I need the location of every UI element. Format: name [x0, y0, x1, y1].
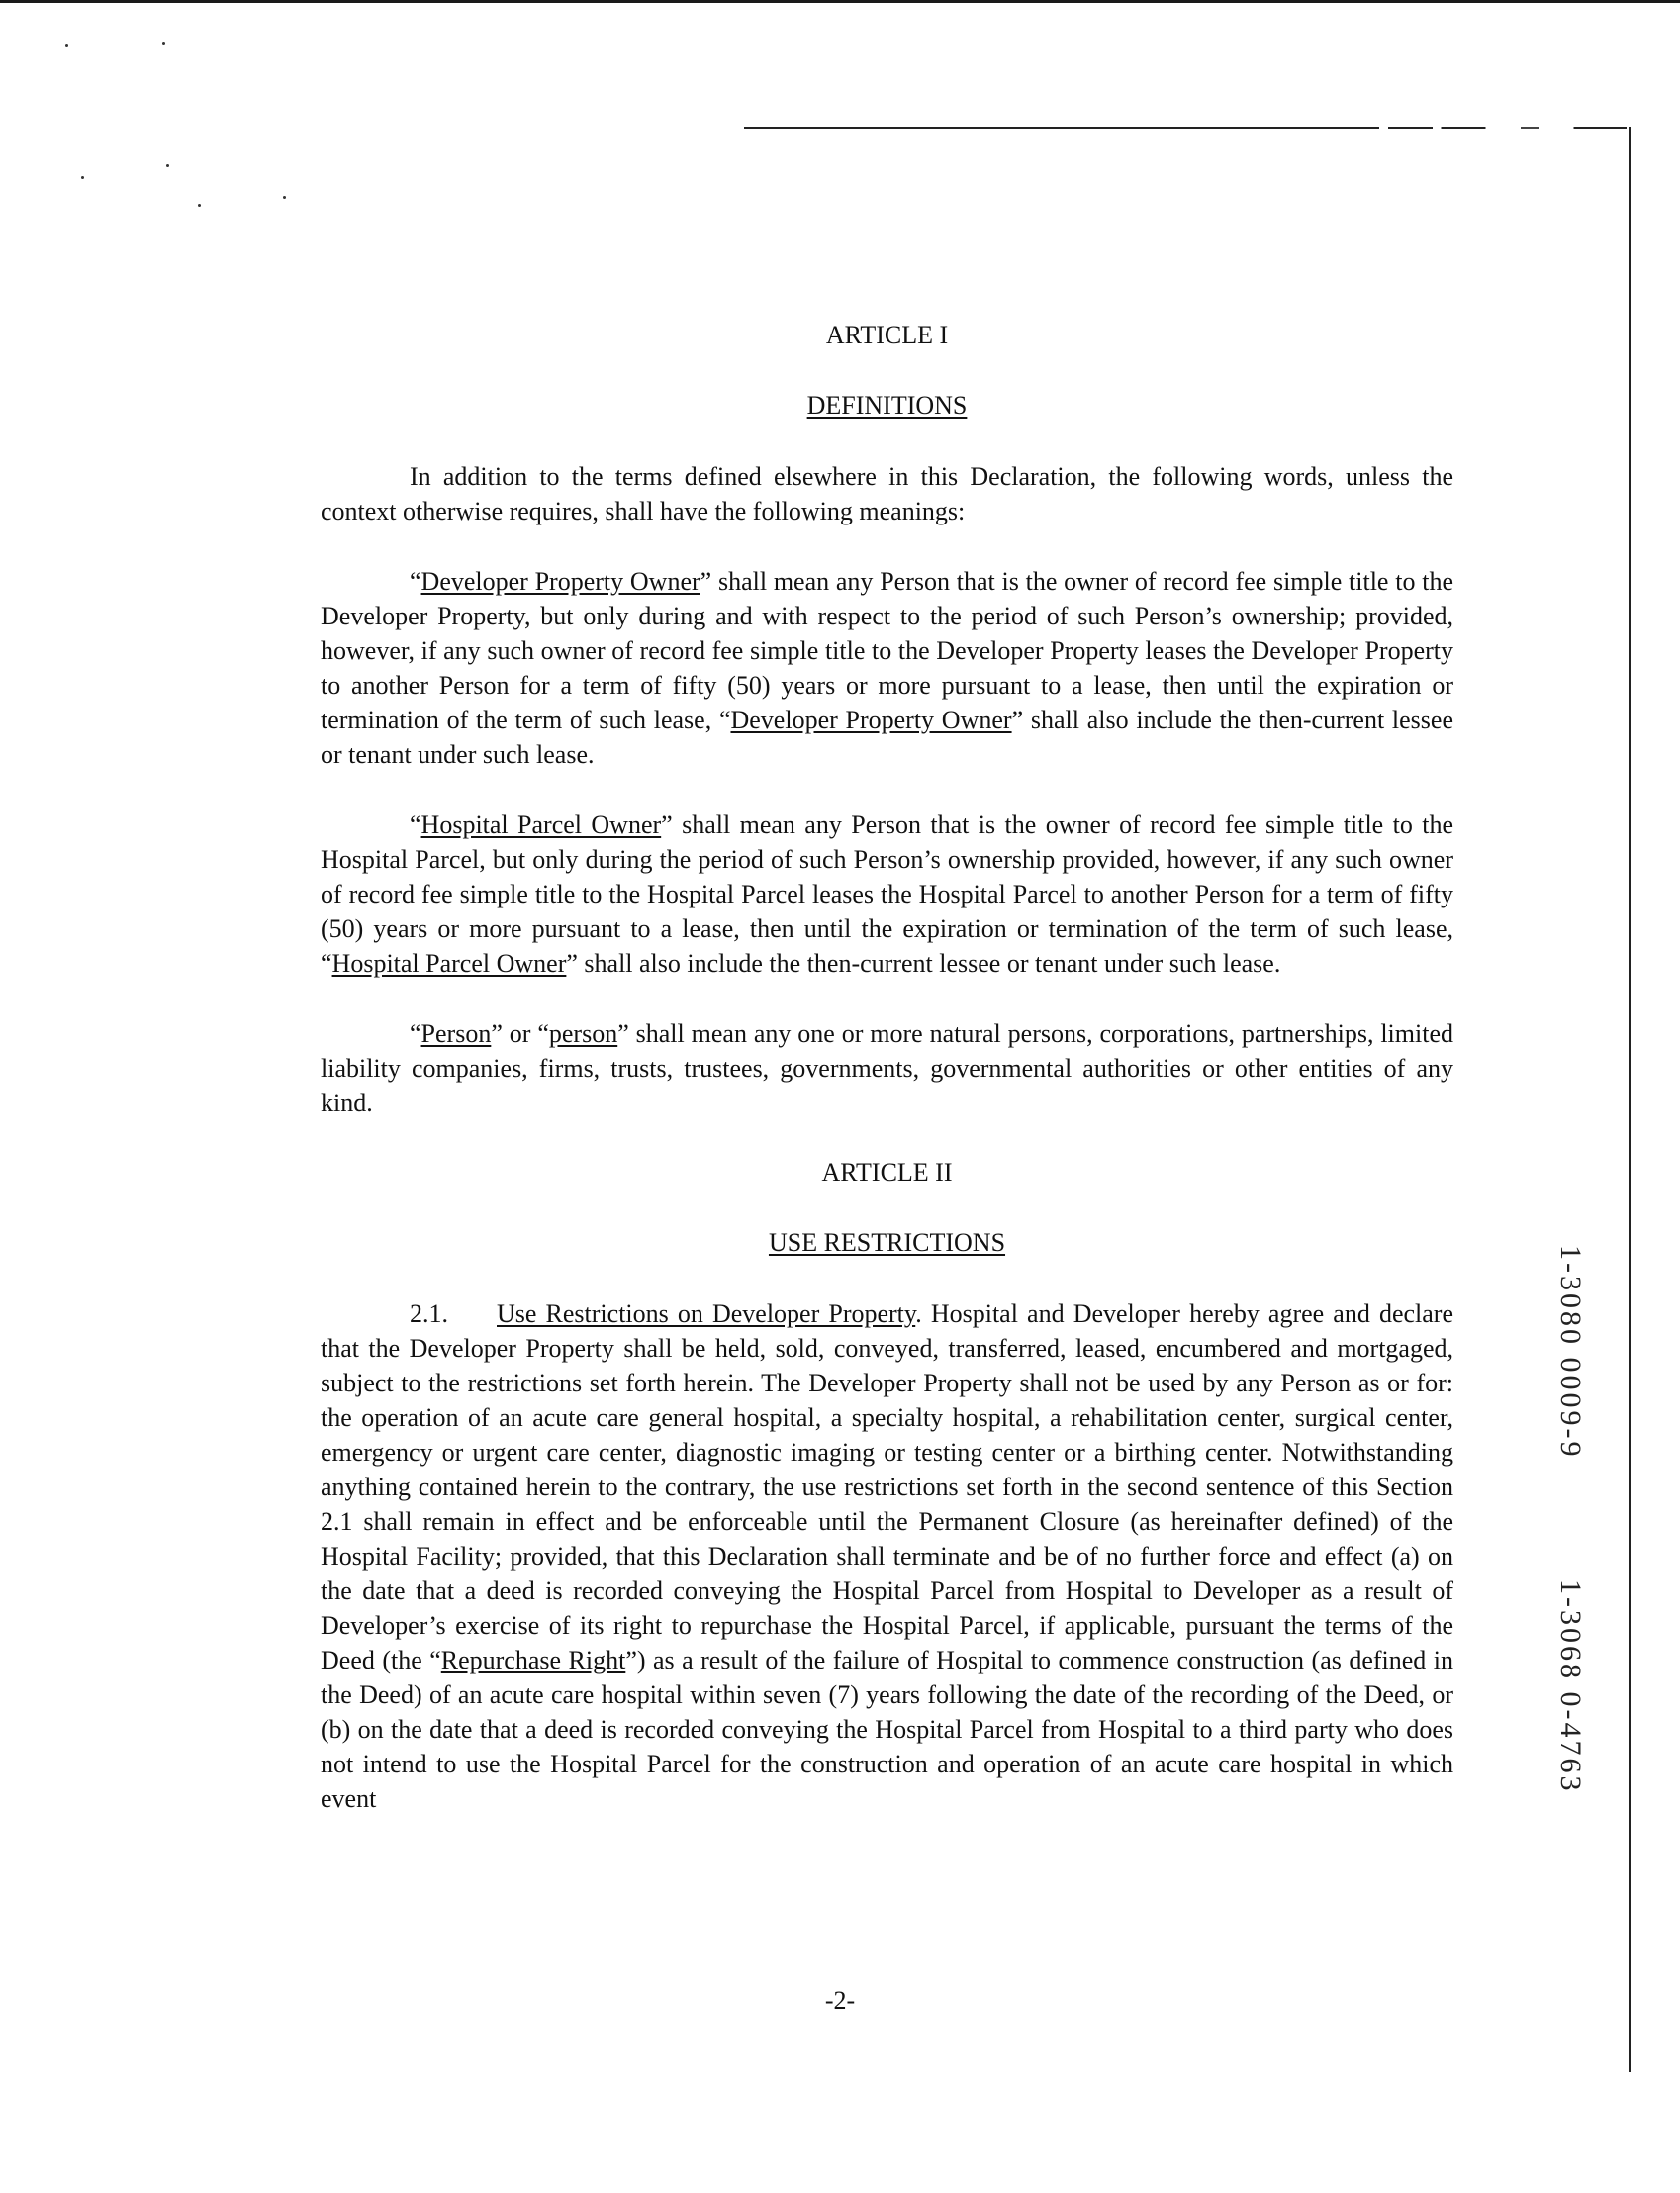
article-1-title: DEFINITIONS: [806, 391, 968, 420]
definition-text: ” shall also include the then-current lessee or tenant under such lease.: [321, 706, 1453, 769]
scan-header-rule: [744, 127, 1627, 129]
section-number: 2.1.: [410, 1299, 448, 1328]
defined-term: Hospital Parcel Owner: [420, 810, 662, 839]
defined-term: Repurchase Right: [440, 1646, 626, 1674]
definition-text: ” or “: [491, 1019, 549, 1048]
section-title: Use Restrictions on Developer Property: [497, 1299, 916, 1328]
margin-stamp-lower: 1-3068 0-4763: [1554, 1579, 1587, 1794]
open-quote: “: [410, 1019, 421, 1048]
open-quote: “: [410, 567, 421, 596]
page-number: -2-: [824, 1986, 856, 2015]
definitions-intro: In addition to the terms defined elsewhere in this Declaration, the following words, unless the context otherwise requires, shall have the following meanings:: [321, 462, 1453, 525]
scan-speck: [166, 164, 169, 167]
definition-developer-property-owner: [321, 564, 1453, 772]
definition-person: [321, 1016, 1453, 1120]
definition-hospital-parcel-owner: [321, 808, 1453, 981]
defined-term: person: [548, 1019, 618, 1048]
article-1-heading: ARTICLE I: [825, 321, 949, 349]
article-2-heading: ARTICLE II: [821, 1158, 953, 1187]
open-quote: “: [410, 810, 421, 839]
article-2-title: USE RESTRICTIONS: [768, 1228, 1006, 1257]
scan-speck: [162, 42, 165, 45]
scan-speck: [81, 176, 84, 179]
scan-speck: [65, 44, 68, 47]
margin-stamp-upper: 1-3080 0009-9: [1554, 1245, 1587, 1460]
defined-term: Developer Property Owner: [420, 567, 700, 596]
section-text: . Hospital and Developer hereby agree and declare that the Developer Property shall be held, sold, conveyed, transferred, leased, encumbered and mortgaged, subject to the restrictions set forth herein. The Developer Property shall not be used by any Person as or for: the operation of an acute care general hospital, a specialty hospital, a rehabilitation center, surgical center, emergency or urgent care center, diagnostic imaging or testing center or a birthing center. Notwithstanding anything contained herein to the contrary, the use restrictions set forth in the second sentence of this Section 2.1 shall remain in effect and be enforceable until the Permanent Closure (as hereinafter defined) of the Hospital Facility; provided, that this Declaration shall terminate and be of no further force and effect (a) on the date that a deed is recorded conveying the Hospital Parcel from Hospital to Developer as a result of Developer’s exercise of its right to repurchase the Hospital Parcel, if applicable, pursuant the terms of the Deed (the “: [321, 1299, 1453, 1674]
scan-right-border: [1629, 127, 1631, 2072]
definition-text: ” shall mean any one or more natural persons, corporations, partnerships, limited liability companies, firms, trusts, trustees, governments, governmental authorities or other entities of any kind.: [321, 1019, 1453, 1117]
section-text: ”) as a result of the failure of Hospital to commence construction (as defined in the Deed) of an acute care hospital within seven (7) years following the date of the recording of the Deed, or (b) on the date that a deed is recorded conveying the Hospital Parcel from Hospital to a third party who does not intend to use the Hospital Parcel for the construction and operation of an acute care hospital in which event: [321, 1646, 1453, 1813]
definition-text: ” shall mean any Person that is the owner of record fee simple title to the Hospital Parcel, but only during the period of such Person’s ownership provided, however, if any such owner of record fee simple title to the Hospital Parcel leases the Hospital Parcel to another Person for a term of fifty (50) years or more pursuant to a lease, then until the expiration or termination of the term of such lease, “: [321, 810, 1453, 978]
definition-text: ” shall mean any Person that is the owner of record fee simple title to the Developer Property, but only during and with respect to the period of such Person’s ownership; provided, however, if any such owner of record fee simple title to the Developer Property leases the Developer Property to another Person for a term of fifty (50) years or more pursuant to a lease, then until the expiration or termination of the term of such lease, “: [321, 567, 1453, 734]
defined-term: Developer Property Owner: [730, 706, 1012, 734]
defined-term: Person: [420, 1019, 492, 1048]
scan-speck: [198, 204, 201, 207]
scan-speck: [283, 196, 286, 199]
section-2-1: [321, 1296, 1453, 1816]
definition-text: ” shall also include the then-current lessee or tenant under such lease.: [566, 949, 1281, 978]
defined-term: Hospital Parcel Owner: [331, 949, 567, 978]
scan-top-rule: [0, 0, 1680, 3]
document-body: [321, 319, 1453, 1852]
